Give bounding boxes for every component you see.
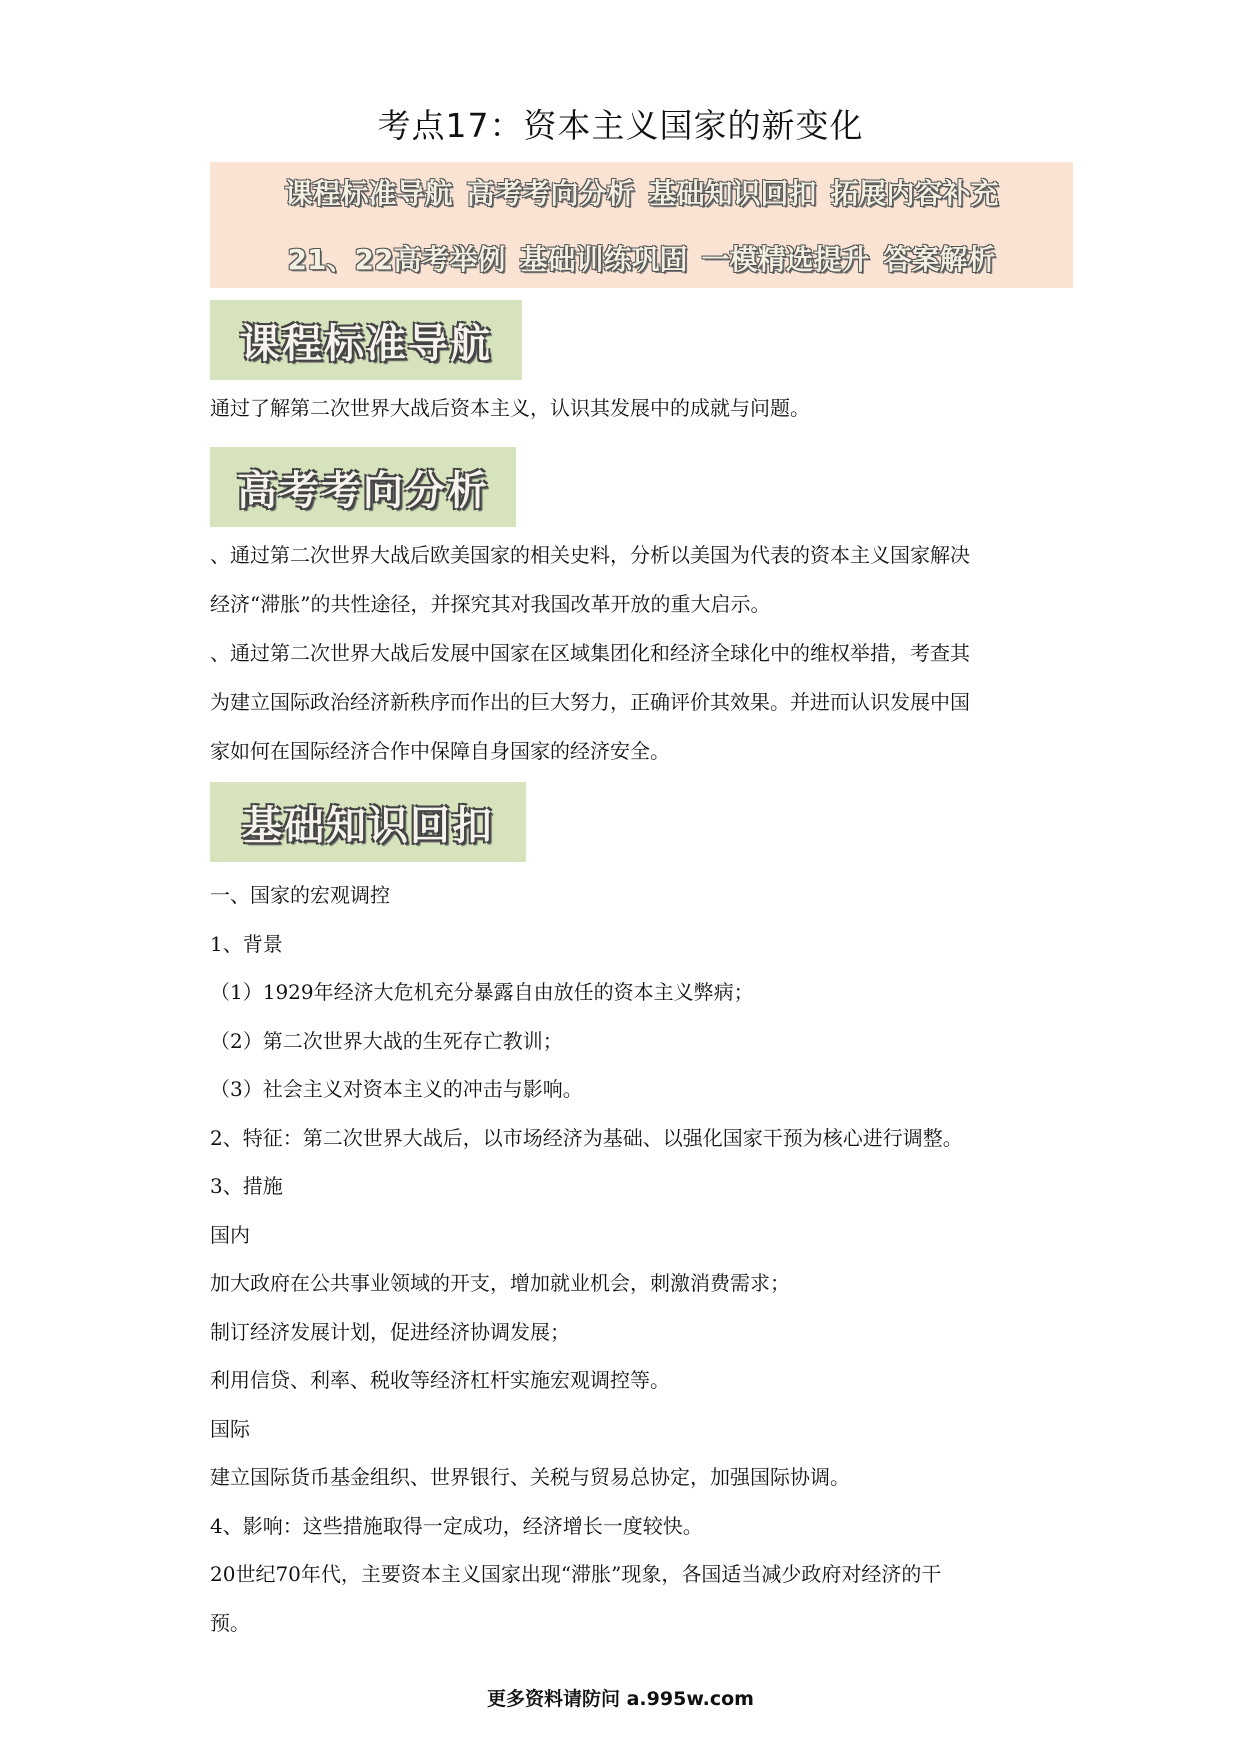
analysis-line: 经济“滞胀”的共性途径，并探究其对我国改革开放的重大启示。 <box>210 592 771 616</box>
knowledge-line: 制订经济发展计划，促进经济协调发展； <box>210 1320 570 1344</box>
analysis-line: 家如何在国际经济合作中保障自身国家的经济安全。 <box>210 739 670 763</box>
nav-item-basics[interactable]: 基础知识回扣 <box>648 177 817 210</box>
knowledge-line: 2、特征：第二次世界大战后，以市场经济为基础、以强化国家干预为核心进行调整。 <box>210 1126 963 1150</box>
knowledge-line: 20世纪70年代，主要资本主义国家出现“滞胀”现象，各国适当减少政府对经济的干 <box>210 1562 942 1586</box>
footer-link[interactable]: 更多资料请防问 a.995w.com <box>487 1688 754 1710</box>
section-heading-standard <box>210 300 522 380</box>
nav-item-basic-training[interactable]: 基础训练巩固 <box>519 243 688 276</box>
section-heading-label: 课程标准导航 <box>240 320 492 367</box>
knowledge-line: 3、措施 <box>210 1174 283 1198</box>
nav-item-extension[interactable]: 拓展内容补充 <box>830 177 999 210</box>
knowledge-line: 国内 <box>210 1223 250 1247</box>
knowledge-line: 1、背景 <box>210 932 283 956</box>
knowledge-line: （2）第二次世界大战的生死存亡教训； <box>210 1029 563 1053</box>
knowledge-line: （1）1929年经济大危机充分暴露自由放任的资本主义弊病； <box>210 980 754 1004</box>
nav-row-1 <box>210 172 1073 212</box>
section-heading-label: 基础知识回扣 <box>242 802 494 849</box>
nav-item-exam-analysis[interactable]: 高考考向分析 <box>466 177 635 210</box>
nav-item-mock-selection[interactable]: 一模精选提升 <box>701 243 870 276</box>
nav-item-standard[interactable]: 课程标准导航 <box>284 177 453 210</box>
knowledge-line: 建立国际货币基金组织、世界银行、关税与贸易总协定，加强国际协调。 <box>210 1465 850 1489</box>
analysis-line: 、通过第二次世界大战后发展中国家在区域集团化和经济全球化中的维权举措，考查其 <box>210 641 970 665</box>
nav-item-answers[interactable]: 答案解析 <box>883 243 996 276</box>
analysis-line: 为建立国际政治经济新秩序而作出的巨大努力，正确评价其效果。并进而认识发展中国 <box>210 690 970 714</box>
section-heading-basics <box>210 782 526 862</box>
navigation-banner <box>210 162 1073 288</box>
knowledge-line: 利用信贷、利率、税收等经济杠杆实施宏观调控等。 <box>210 1368 670 1392</box>
standard-text: 通过了解第二次世界大战后资本主义，认识其发展中的成就与问题。 <box>210 396 810 420</box>
page-title: 考点17：资本主义国家的新变化 <box>377 106 864 145</box>
nav-row-2 <box>210 238 1073 278</box>
knowledge-line: （3）社会主义对资本主义的冲击与影响。 <box>210 1077 583 1101</box>
section-heading-exam-analysis <box>210 447 516 527</box>
knowledge-line: 国际 <box>210 1417 250 1441</box>
knowledge-line: 预。 <box>210 1611 250 1635</box>
analysis-line: 、通过第二次世界大战后欧美国家的相关史料，分析以美国为代表的资本主义国家解决 <box>210 543 970 567</box>
knowledge-line: 4、影响：这些措施取得一定成功，经济增长一度较快。 <box>210 1514 703 1538</box>
nav-item-exam-examples[interactable]: 21、22高考举例 <box>287 243 506 276</box>
knowledge-line: 加大政府在公共事业领域的开支，增加就业机会，刺激消费需求； <box>210 1271 790 1295</box>
knowledge-heading: 一、国家的宏观调控 <box>210 883 390 907</box>
section-heading-label: 高考考向分析 <box>237 467 489 514</box>
